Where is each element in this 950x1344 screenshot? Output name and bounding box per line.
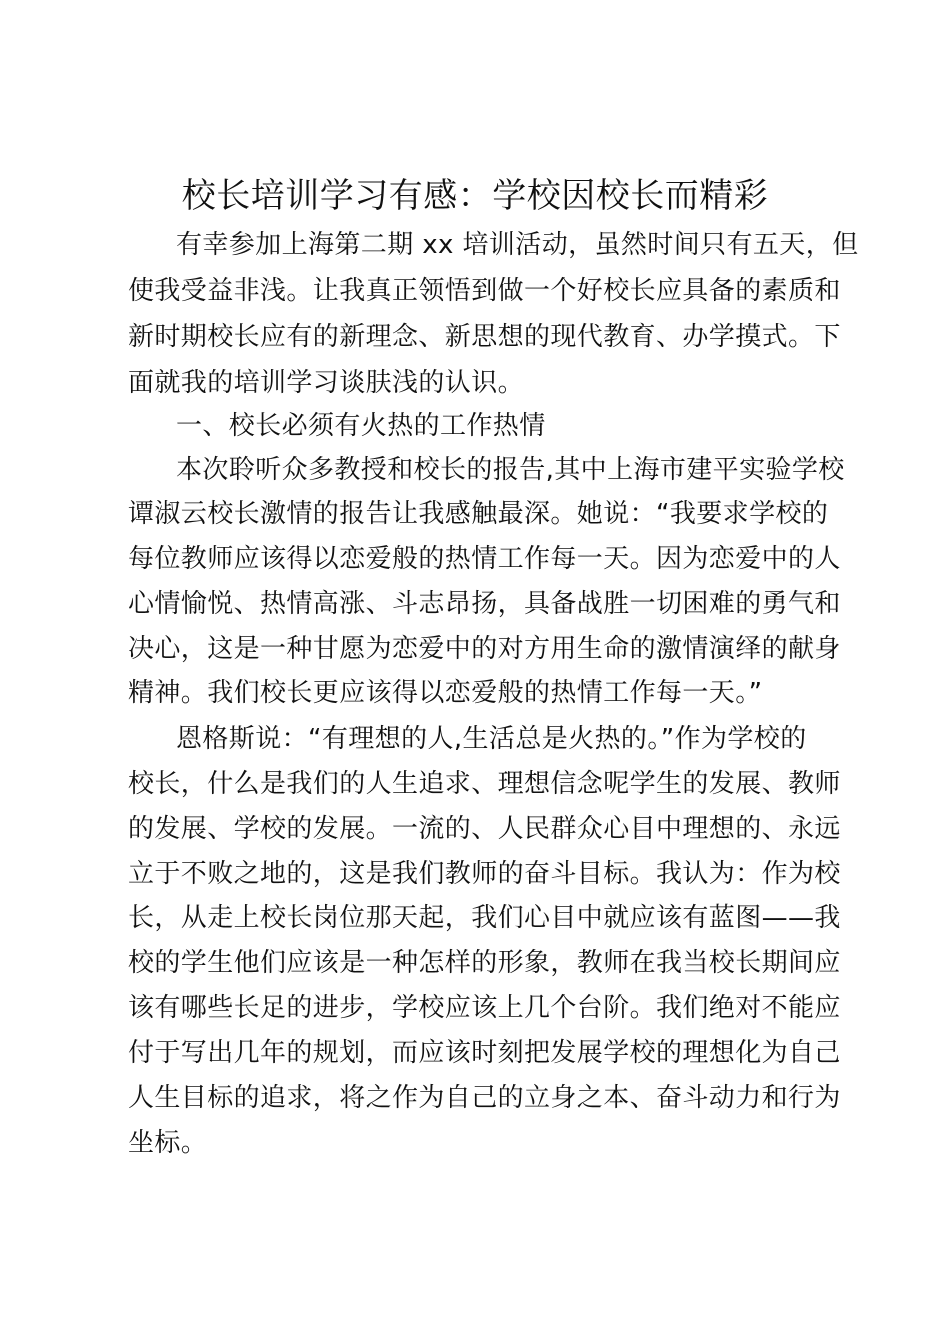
paragraph-line: 立于不败之地的，这是我们教师的奋斗目标。我认为：作为校 — [128, 859, 841, 889]
paragraph-line: 决心，这是一种甘愿为恋爱中的对方用生命的激情演绎的献身 — [128, 634, 841, 664]
paragraph-line: 坐标。 — [128, 1128, 208, 1158]
paragraph-line: 使我受益非浅。让我真正领悟到做一个好校长应具备的素质和 — [128, 276, 841, 306]
paragraph-line: 人生目标的追求，将之作为自己的立身之本、奋斗动力和行为 — [128, 1083, 841, 1113]
document-title: 校长培训学习有感：学校因校长而精彩 — [181, 176, 769, 216]
paragraph-line: 有幸参加上海第二期 xx 培训活动，虽然时间只有五天，但 — [176, 230, 859, 260]
paragraph-line: 面就我的培训学习谈肤浅的认识。 — [128, 368, 525, 398]
paragraph-line: 校长，什么是我们的人生追求、理想信念呢学生的发展、教师 — [128, 769, 841, 799]
paragraph-line: 长，从走上校长岗位那天起，我们心目中就应该有蓝图——我 — [128, 903, 841, 933]
paragraph-line: 恩格斯说：“有理想的人,生活总是火热的。”作为学校的 — [176, 724, 807, 754]
paragraph-line: 每位教师应该得以恋爱般的热情工作每一天。因为恋爱中的人 — [128, 544, 841, 574]
paragraph-line: 付于写出几年的规划，而应该时刻把发展学校的理想化为自己 — [128, 1038, 841, 1068]
paragraph-line: 新时期校长应有的新理念、新思想的现代教育、办学摸式。下 — [128, 322, 841, 352]
paragraph-line: 心情愉悦、热情高涨、斗志昂扬，具备战胜一切困难的勇气和 — [128, 589, 841, 619]
section-heading: 一、校长必须有火热的工作热情 — [176, 411, 546, 441]
paragraph-line: 该有哪些长足的进步，学校应该上几个台阶。我们绝对不能应 — [128, 993, 841, 1023]
paragraph-line: 的发展、学校的发展。一流的、人民群众心目中理想的、永远 — [128, 814, 841, 844]
paragraph-line: 谭淑云校长激情的报告让我感触最深。她说：“我要求学校的 — [128, 499, 829, 529]
paragraph-line: 精神。我们校长更应该得以恋爱般的热情工作每一天。” — [128, 678, 763, 708]
paragraph-line: 本次聆听众多教授和校长的报告,其中上海市建平实验学校 — [176, 455, 845, 485]
paragraph-line: 校的学生他们应该是一种怎样的形象，教师在我当校长期间应 — [128, 948, 841, 978]
